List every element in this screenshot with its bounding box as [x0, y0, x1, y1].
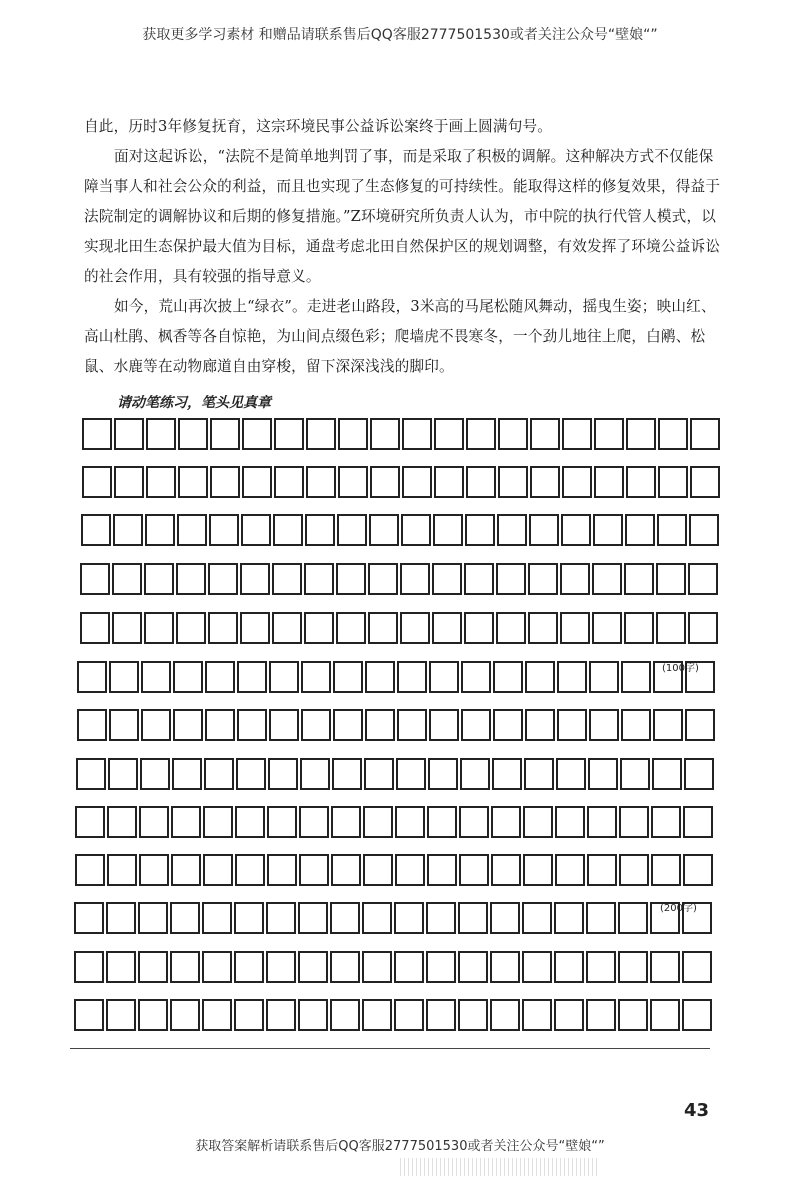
grid-cell[interactable]: [690, 466, 720, 498]
grid-cell[interactable]: [656, 563, 686, 595]
grid-cell[interactable]: [272, 612, 302, 644]
grid-cell[interactable]: [267, 806, 297, 838]
grid-cell[interactable]: [625, 514, 655, 546]
grid-cell[interactable]: [523, 806, 553, 838]
grid-cell[interactable]: [650, 999, 680, 1031]
grid-cell[interactable]: [141, 661, 171, 693]
grid-row: [77, 661, 717, 693]
grid-cell[interactable]: [108, 758, 138, 790]
grid-cell[interactable]: [269, 661, 299, 693]
grid-cell[interactable]: [493, 709, 523, 741]
page-header-watermark: 获取更多学习素材 和赠品请联系售后QQ客服2777501530或者关注公众号“壁娘“”: [142, 27, 658, 43]
grid-cell[interactable]: [331, 854, 361, 886]
grid-cell[interactable]: [337, 514, 367, 546]
grid-row: [75, 806, 715, 838]
page-number: 43: [684, 1100, 710, 1121]
grid-cell[interactable]: [658, 418, 688, 450]
grid-cell[interactable]: [587, 854, 617, 886]
grid-cell[interactable]: [237, 709, 267, 741]
grid-cell[interactable]: [364, 758, 394, 790]
grid-cell[interactable]: [497, 514, 527, 546]
grid-cell[interactable]: [304, 563, 334, 595]
grid-cell[interactable]: [235, 854, 265, 886]
grid-cell[interactable]: [586, 999, 616, 1031]
grid-cell[interactable]: [429, 661, 459, 693]
grid-cell[interactable]: [274, 466, 304, 498]
grid-cell[interactable]: [330, 902, 360, 934]
grid-cell[interactable]: [205, 709, 235, 741]
grid-cell[interactable]: [273, 514, 303, 546]
grid-cell[interactable]: [77, 709, 107, 741]
grid-cell[interactable]: [138, 951, 168, 983]
grid-cell[interactable]: [427, 854, 457, 886]
grid-cell[interactable]: [106, 951, 136, 983]
grid-cell[interactable]: [80, 612, 110, 644]
grid-cell[interactable]: [594, 418, 624, 450]
grid-cell[interactable]: [82, 418, 112, 450]
grid-cell[interactable]: [683, 854, 713, 886]
bottom-divider: [70, 1048, 710, 1049]
grid-cell[interactable]: [528, 612, 558, 644]
grid-cell[interactable]: [554, 999, 584, 1031]
grid-cell[interactable]: [557, 709, 587, 741]
grid-cell[interactable]: [202, 902, 232, 934]
grid-cell[interactable]: [554, 951, 584, 983]
grid-cell[interactable]: [688, 563, 718, 595]
grid-cell[interactable]: [496, 563, 526, 595]
grid-cell[interactable]: [112, 612, 142, 644]
grid-cell[interactable]: [336, 563, 366, 595]
grid-cell[interactable]: [82, 466, 112, 498]
grid-cell[interactable]: [138, 902, 168, 934]
grid-cell[interactable]: [268, 758, 298, 790]
grid-cell[interactable]: [138, 999, 168, 1031]
grid-cell[interactable]: [426, 999, 456, 1031]
grid-cell[interactable]: [496, 612, 526, 644]
grid-cell[interactable]: [266, 951, 296, 983]
grid-cell[interactable]: [330, 999, 360, 1031]
grid-cell[interactable]: [113, 514, 143, 546]
grid-cell[interactable]: [208, 563, 238, 595]
grid-cell[interactable]: [530, 418, 560, 450]
grid-cell[interactable]: [176, 563, 206, 595]
grid-cell[interactable]: [178, 466, 208, 498]
grid-row: [74, 999, 714, 1031]
grid-cell[interactable]: [621, 661, 651, 693]
grid-cell[interactable]: [205, 661, 235, 693]
grid-cell[interactable]: [370, 418, 400, 450]
grid-cell[interactable]: [394, 951, 424, 983]
grid-cell[interactable]: [562, 466, 592, 498]
grid-cell[interactable]: [266, 902, 296, 934]
grid-cell[interactable]: [587, 806, 617, 838]
grid-cell[interactable]: [522, 951, 552, 983]
grid-cell[interactable]: [274, 418, 304, 450]
grid-cell[interactable]: [106, 902, 136, 934]
grid-cell[interactable]: [592, 612, 622, 644]
scan-noise: [400, 1158, 600, 1176]
grid-cell[interactable]: [338, 466, 368, 498]
grid-cell[interactable]: [589, 661, 619, 693]
grid-cell[interactable]: [369, 514, 399, 546]
grid-row: [77, 709, 717, 741]
grid-cell[interactable]: [557, 661, 587, 693]
grid-cell[interactable]: [368, 612, 398, 644]
grid-cell[interactable]: [530, 466, 560, 498]
grid-cell[interactable]: [396, 758, 426, 790]
page-footer-watermark: 获取答案解析请联系售后QQ客服2777501530或者关注公众号“壁娘“”: [195, 1139, 605, 1154]
grid-cell[interactable]: [112, 563, 142, 595]
grid-cell[interactable]: [363, 854, 393, 886]
grid-cell[interactable]: [397, 709, 427, 741]
grid-cell[interactable]: [522, 999, 552, 1031]
grid-cell[interactable]: [619, 806, 649, 838]
grid-cell[interactable]: [524, 758, 554, 790]
grid-cell[interactable]: [466, 466, 496, 498]
grid-cell[interactable]: [272, 563, 302, 595]
grid-cell[interactable]: [240, 563, 270, 595]
grid-cell[interactable]: [690, 418, 720, 450]
grid-cell[interactable]: [75, 854, 105, 886]
grid-cell[interactable]: [172, 758, 202, 790]
grid-cell[interactable]: [395, 854, 425, 886]
grid-cell[interactable]: [107, 806, 137, 838]
grid-row: [82, 418, 722, 450]
grid-cell[interactable]: [620, 758, 650, 790]
grid-cell[interactable]: [402, 418, 432, 450]
grid-cell[interactable]: [146, 418, 176, 450]
grid-cell[interactable]: [176, 612, 206, 644]
grid-cell[interactable]: [400, 563, 430, 595]
grid-cell[interactable]: [593, 514, 623, 546]
grid-cell[interactable]: [434, 418, 464, 450]
grid-cell[interactable]: [145, 514, 175, 546]
grid-cell[interactable]: [490, 999, 520, 1031]
grid-cell[interactable]: [684, 758, 714, 790]
grid-cell[interactable]: [465, 514, 495, 546]
grid-cell[interactable]: [269, 709, 299, 741]
grid-cell[interactable]: [402, 466, 432, 498]
grid-cell[interactable]: [204, 758, 234, 790]
grid-cell[interactable]: [331, 806, 361, 838]
grid-cell[interactable]: [139, 806, 169, 838]
grid-cell[interactable]: [618, 951, 648, 983]
grid-cell[interactable]: [624, 612, 654, 644]
grid-cell[interactable]: [370, 466, 400, 498]
grid-cell[interactable]: [588, 758, 618, 790]
grid-cell[interactable]: [298, 999, 328, 1031]
grid-cell[interactable]: [589, 709, 619, 741]
grid-cell[interactable]: [624, 563, 654, 595]
grid-cell[interactable]: [140, 758, 170, 790]
grid-cell[interactable]: [146, 466, 176, 498]
grid-cell[interactable]: [236, 758, 266, 790]
grid-cell[interactable]: [333, 661, 363, 693]
grid-cell[interactable]: [682, 999, 712, 1031]
grid-cell[interactable]: [171, 806, 201, 838]
grid-cell[interactable]: [434, 466, 464, 498]
grid-cell[interactable]: [560, 612, 590, 644]
grid-cell[interactable]: [362, 902, 392, 934]
grid-row: [81, 514, 721, 546]
grid-cell[interactable]: [209, 514, 239, 546]
grid-cell[interactable]: [525, 709, 555, 741]
grid-row: [74, 902, 714, 934]
grid-cell[interactable]: [651, 854, 681, 886]
grid-cell[interactable]: [433, 514, 463, 546]
grid-cell[interactable]: [492, 758, 522, 790]
grid-cell[interactable]: [652, 758, 682, 790]
grid-cell[interactable]: [394, 999, 424, 1031]
grid-row: [82, 466, 722, 498]
grid-row: [80, 612, 720, 644]
grid-cell[interactable]: [498, 466, 528, 498]
grid-cell[interactable]: [144, 612, 174, 644]
grid-cell[interactable]: [141, 709, 171, 741]
grid-cell[interactable]: [306, 466, 336, 498]
grid-cell[interactable]: [304, 612, 334, 644]
paragraph-3: 如今，荒山再次披上“绿衣”。走进老山路段，3米高的马尾松随风舞动，摇曳生姿；映山红、高山杜鹃、枫香等各自惊艳，为山间点缀色彩；爬墙虎不畏寒冬，一个劲儿地往上爬，白鹇、松鼠、水鹿等在动物廊道自由穿梭，留下深深浅浅的脚印。: [84, 298, 716, 375]
grid-cell[interactable]: [428, 758, 458, 790]
grid-cell[interactable]: [170, 951, 200, 983]
grid-cell[interactable]: [178, 418, 208, 450]
grid-cell[interactable]: [490, 902, 520, 934]
grid-cell[interactable]: [458, 951, 488, 983]
grid-cell[interactable]: [107, 854, 137, 886]
grid-cell[interactable]: [618, 902, 648, 934]
grid-cell[interactable]: [301, 709, 331, 741]
grid-cell[interactable]: [234, 951, 264, 983]
grid-cell[interactable]: [528, 563, 558, 595]
grid-cell[interactable]: [109, 709, 139, 741]
grid-cell[interactable]: [493, 661, 523, 693]
grid-cell[interactable]: [626, 466, 656, 498]
grid-cell[interactable]: [658, 466, 688, 498]
grid-cell[interactable]: [171, 854, 201, 886]
grid-cell[interactable]: [656, 612, 686, 644]
grid-cell[interactable]: [80, 563, 110, 595]
grid-cell[interactable]: [491, 854, 521, 886]
grid-cell[interactable]: [298, 902, 328, 934]
grid-cell[interactable]: [529, 514, 559, 546]
grid-cell[interactable]: [400, 612, 430, 644]
grid-cell[interactable]: [338, 418, 368, 450]
grid-cell[interactable]: [234, 902, 264, 934]
grid-cell[interactable]: [426, 951, 456, 983]
grid-cell[interactable]: [362, 951, 392, 983]
grid-cell[interactable]: [210, 418, 240, 450]
grid-cell[interactable]: [114, 418, 144, 450]
grid-cell[interactable]: [177, 514, 207, 546]
grid-cell[interactable]: [362, 999, 392, 1031]
grid-cell[interactable]: [688, 612, 718, 644]
grid-cell[interactable]: [432, 563, 462, 595]
grid-cell[interactable]: [173, 709, 203, 741]
grid-cell[interactable]: [560, 563, 590, 595]
grid-cell[interactable]: [170, 999, 200, 1031]
grid-cell[interactable]: [459, 806, 489, 838]
grid-cell[interactable]: [466, 418, 496, 450]
grid-cell[interactable]: [109, 661, 139, 693]
paragraph-1: 自此，历时3年修复抚育，这宗环境民事公益诉讼案终于画上圆满句号。: [84, 118, 553, 135]
grid-cell[interactable]: [458, 902, 488, 934]
grid-cell[interactable]: [299, 854, 329, 886]
grid-cell[interactable]: [523, 854, 553, 886]
grid-cell[interactable]: [202, 951, 232, 983]
grid-cell[interactable]: [74, 951, 104, 983]
grid-cell[interactable]: [394, 902, 424, 934]
grid-row: [75, 854, 715, 886]
grid-cell[interactable]: [685, 709, 715, 741]
grid-cell[interactable]: [305, 514, 335, 546]
grid-cell[interactable]: [626, 418, 656, 450]
grid-cell[interactable]: [114, 466, 144, 498]
grid-cell[interactable]: [301, 661, 331, 693]
grid-cell[interactable]: [365, 661, 395, 693]
grid-cell[interactable]: [683, 806, 713, 838]
grid-cell[interactable]: [242, 466, 272, 498]
grid-cell[interactable]: [241, 514, 271, 546]
grid-cell[interactable]: [365, 709, 395, 741]
grid-cell[interactable]: [657, 514, 687, 546]
grid-cell[interactable]: [203, 806, 233, 838]
grid-cell[interactable]: [556, 758, 586, 790]
grid-cell[interactable]: [298, 951, 328, 983]
grid-cell[interactable]: [363, 806, 393, 838]
grid-cell[interactable]: [651, 806, 681, 838]
grid-cell[interactable]: [461, 709, 491, 741]
grid-cell[interactable]: [458, 999, 488, 1031]
grid-cell[interactable]: [202, 999, 232, 1031]
grid-cell[interactable]: [300, 758, 330, 790]
grid-cell[interactable]: [429, 709, 459, 741]
grid-cell[interactable]: [459, 854, 489, 886]
grid-cell[interactable]: [395, 806, 425, 838]
grid-cell[interactable]: [74, 999, 104, 1031]
grid-cell[interactable]: [586, 951, 616, 983]
grid-cell[interactable]: [81, 514, 111, 546]
grid-cell[interactable]: [330, 951, 360, 983]
grid-cell[interactable]: [235, 806, 265, 838]
grid-cell[interactable]: [621, 709, 651, 741]
grid-cell[interactable]: [555, 806, 585, 838]
word-count-marker-100: (100字): [662, 663, 699, 674]
grid-cell[interactable]: [432, 612, 462, 644]
grid-cell[interactable]: [139, 854, 169, 886]
grid-cell[interactable]: [554, 902, 584, 934]
grid-cell[interactable]: [237, 661, 267, 693]
grid-cell[interactable]: [208, 612, 238, 644]
grid-cell[interactable]: [242, 418, 272, 450]
grid-cell[interactable]: [76, 758, 106, 790]
grid-cell[interactable]: [460, 758, 490, 790]
grid-cell[interactable]: [426, 902, 456, 934]
grid-cell[interactable]: [336, 612, 366, 644]
article-body: [84, 112, 724, 382]
grid-cell[interactable]: [234, 999, 264, 1031]
grid-cell[interactable]: [555, 854, 585, 886]
grid-cell[interactable]: [75, 806, 105, 838]
grid-cell[interactable]: [498, 418, 528, 450]
grid-cell[interactable]: [522, 902, 552, 934]
word-count-marker-200: (200字): [660, 903, 697, 914]
grid-cell[interactable]: [619, 854, 649, 886]
grid-cell[interactable]: [203, 854, 233, 886]
grid-row: [76, 758, 716, 790]
grid-cell[interactable]: [144, 563, 174, 595]
grid-cell[interactable]: [618, 999, 648, 1031]
grid-cell[interactable]: [397, 661, 427, 693]
grid-cell[interactable]: [427, 806, 457, 838]
grid-cell[interactable]: [401, 514, 431, 546]
grid-cell[interactable]: [490, 951, 520, 983]
grid-cell[interactable]: [525, 661, 555, 693]
grid-cell[interactable]: [682, 951, 712, 983]
grid-cell[interactable]: [689, 514, 719, 546]
paragraph-2: 面对这起诉讼，“法院不是简单地判罚了事，而是采取了积极的调解。这种解决方式不仅能保障当事人和社会公众的利益，而且也实现了生态修复的可持续性。能取得这样的修复效果，得益于法院制定的调解协议和后期的修复措施。”Z环境研究所负责人认为，市中院的执行代管人模式，以实现北田生态保护最大值为目标，通盘考虑北田自然保护区的规划调整，有效发挥了环境公益诉讼的社会作用，具有较强的指导意义。: [84, 148, 721, 285]
grid-cell[interactable]: [368, 563, 398, 595]
grid-cell[interactable]: [170, 902, 200, 934]
grid-cell[interactable]: [594, 466, 624, 498]
grid-cell[interactable]: [333, 709, 363, 741]
grid-cell[interactable]: [332, 758, 362, 790]
grid-cell[interactable]: [592, 563, 622, 595]
grid-row: [80, 563, 720, 595]
grid-cell[interactable]: [464, 612, 494, 644]
grid-cell[interactable]: [562, 418, 592, 450]
grid-cell[interactable]: [77, 661, 107, 693]
grid-cell[interactable]: [173, 661, 203, 693]
grid-cell[interactable]: [240, 612, 270, 644]
grid-cell[interactable]: [561, 514, 591, 546]
practice-title: 请动笔练习，笔头见真章: [117, 395, 271, 411]
grid-cell[interactable]: [106, 999, 136, 1031]
grid-cell[interactable]: [210, 466, 240, 498]
grid-cell[interactable]: [491, 806, 521, 838]
grid-cell[interactable]: [267, 854, 297, 886]
grid-cell[interactable]: [306, 418, 336, 450]
grid-cell[interactable]: [74, 902, 104, 934]
grid-cell[interactable]: [299, 806, 329, 838]
grid-cell[interactable]: [464, 563, 494, 595]
grid-cell[interactable]: [266, 999, 296, 1031]
grid-cell[interactable]: [586, 902, 616, 934]
grid-cell[interactable]: [461, 661, 491, 693]
grid-cell[interactable]: [650, 951, 680, 983]
grid-row: [74, 951, 714, 983]
grid-cell[interactable]: [653, 709, 683, 741]
